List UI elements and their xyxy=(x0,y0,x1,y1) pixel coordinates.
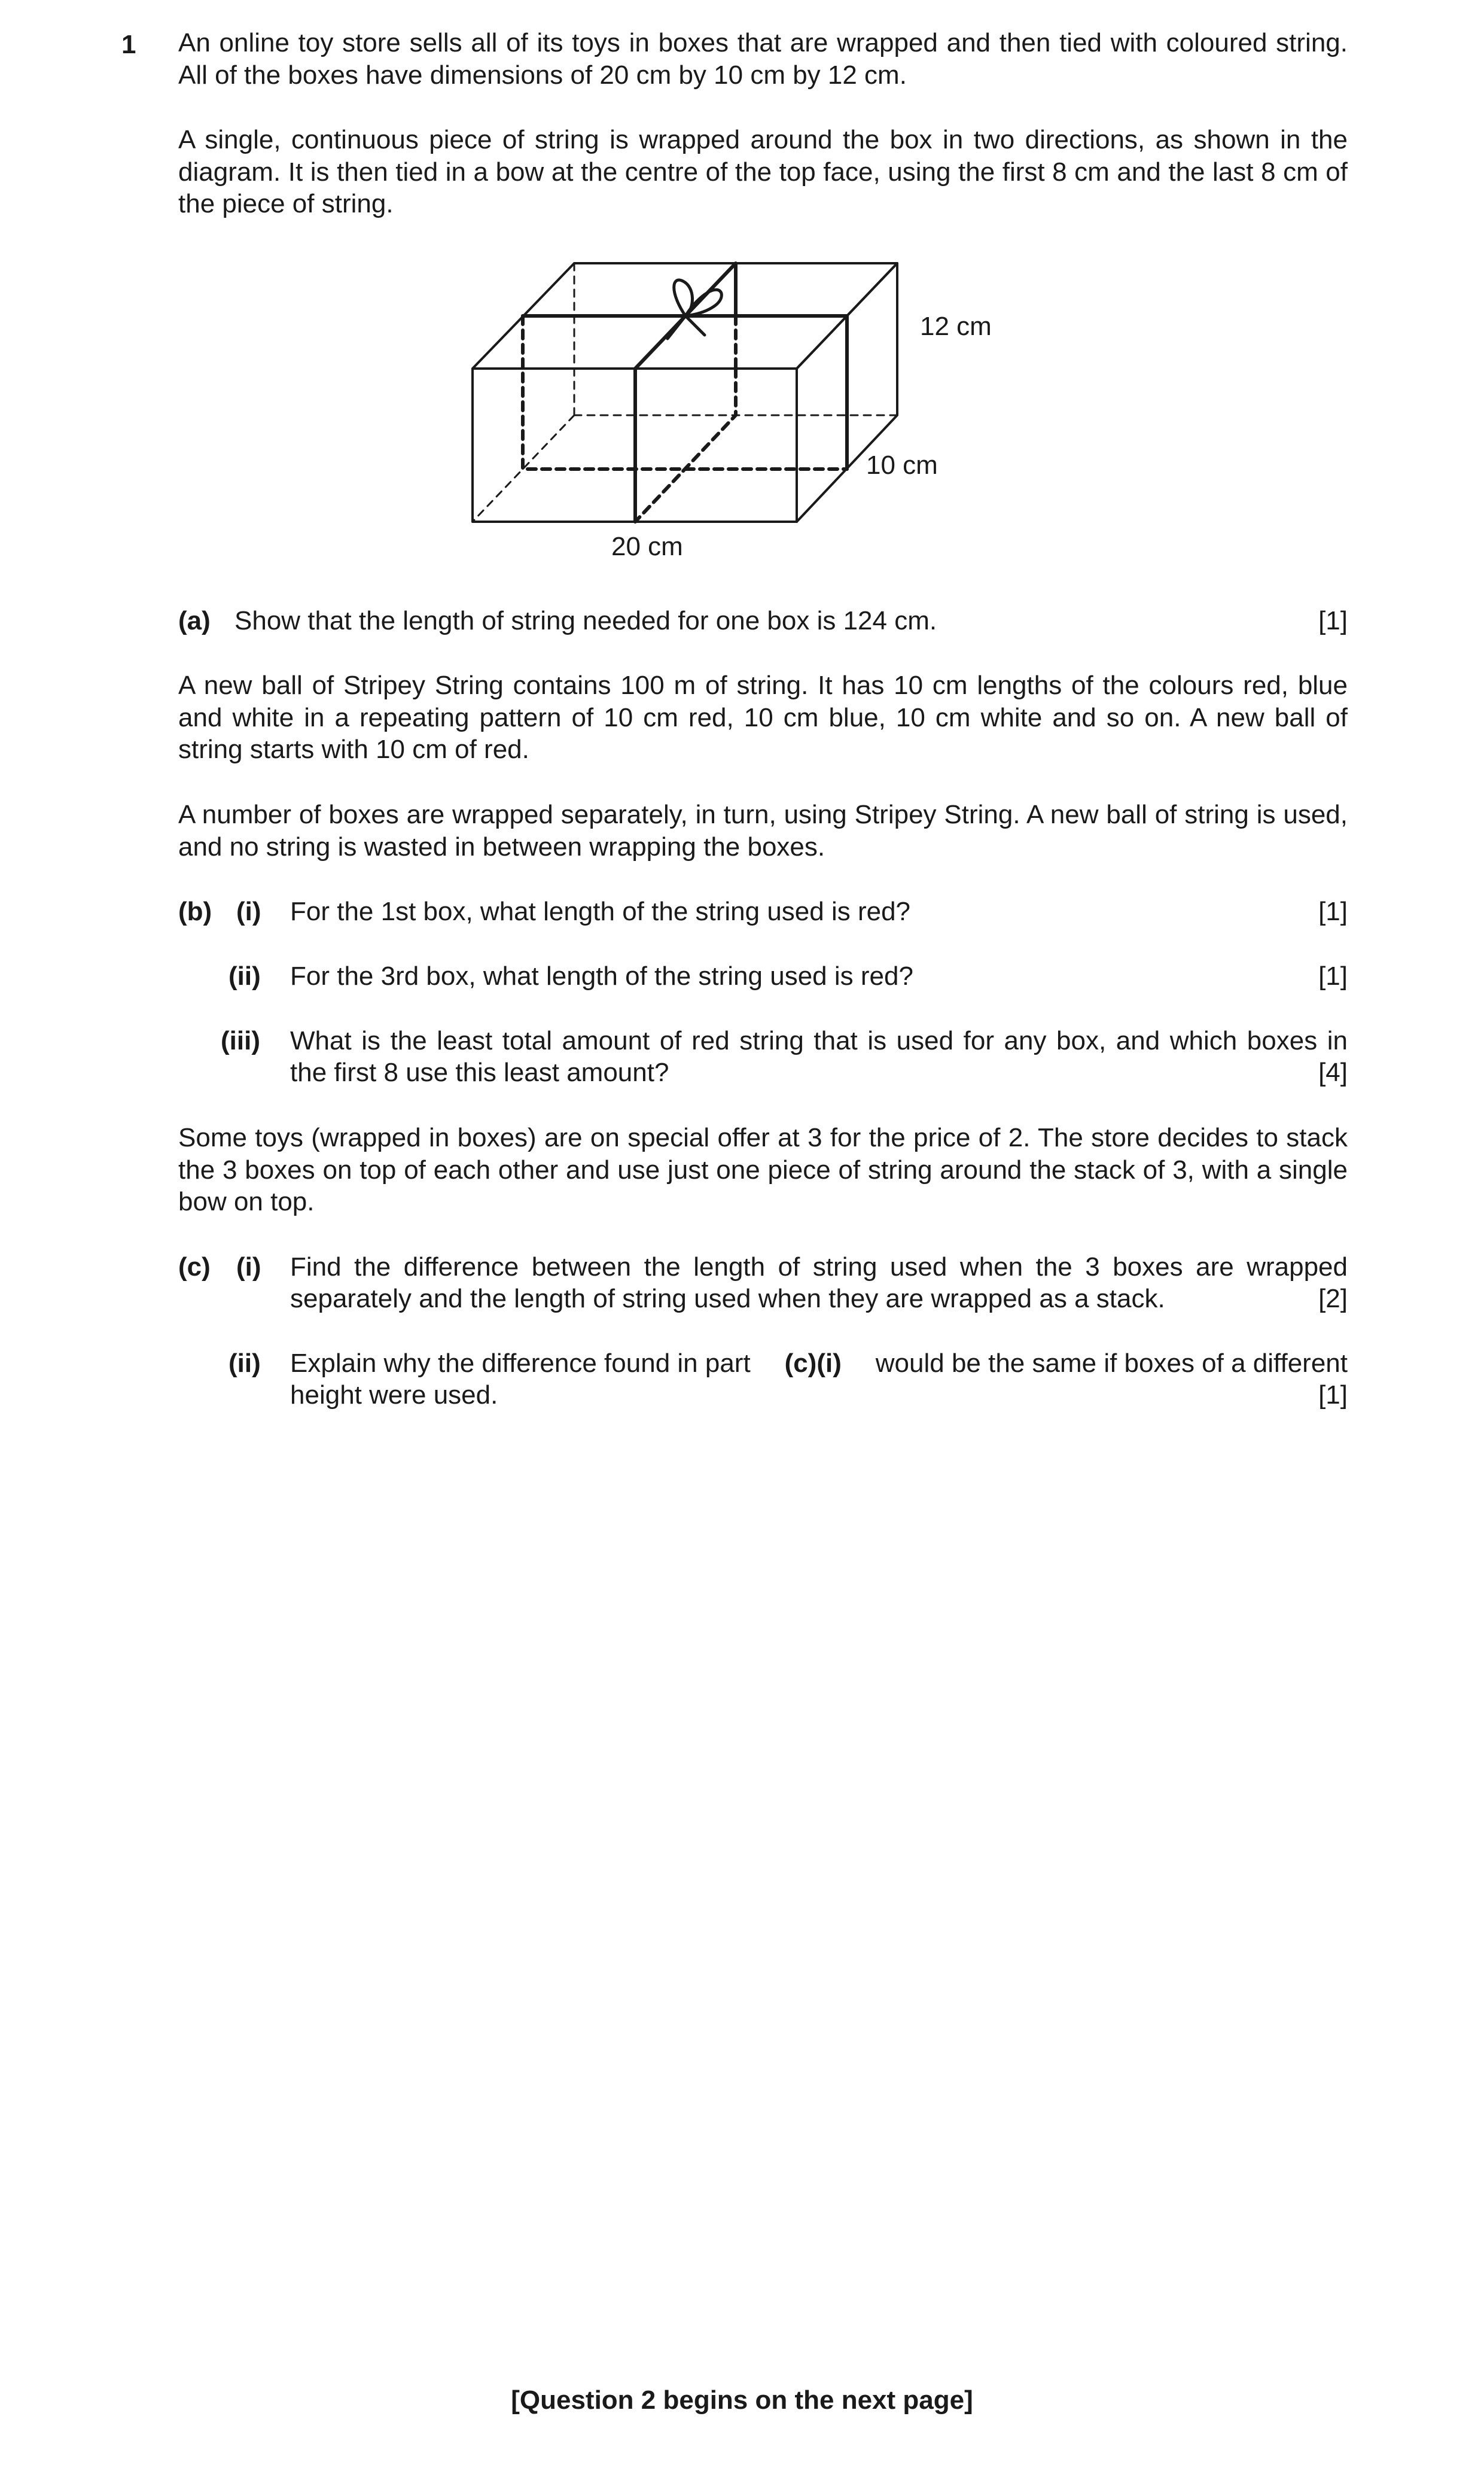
question-number: 1 xyxy=(121,30,136,59)
part-b-label: (b) xyxy=(178,897,212,926)
part-c-ii-text-a: Explain why the difference found in part xyxy=(290,1349,751,1378)
part-c-ii-label: (ii) xyxy=(228,1349,261,1378)
offer-description-paragraph: Some toys (wrapped in boxes) are on special offer at 3 for the price of 2. The store decides to stack the 3 boxes on top of each other and use just one piece of string around the stack of 3, with a single bow on top. xyxy=(178,1123,1348,1216)
string-crosswise-hidden-bottom xyxy=(635,369,736,522)
part-a-label: (a) xyxy=(178,606,211,635)
part-b-ii-label: (ii) xyxy=(228,961,261,991)
string-lengthwise-visible xyxy=(523,316,847,469)
part-b-iii-text-line1: What is the least total amount of red string that is used for any box, and which boxes in xyxy=(290,1026,1348,1055)
part-c-i-label: (i) xyxy=(236,1252,261,1282)
boxes-description-paragraph: A number of boxes are wrapped separately, in turn, using Stripey String. A new ball of string is used, and no string is wasted in between wrapping the boxes. xyxy=(178,800,1348,862)
bow-right-tail xyxy=(685,316,705,335)
height-label: 12 cm xyxy=(920,312,992,341)
part-c-ii-marks: [1] xyxy=(1318,1380,1348,1410)
ball-description-paragraph: A new ball of Stripey String contains 100 m of string. It has 10 cm lengths of the colours red, blue and white in a repeating pattern of 10 cm red, 10 cm blue, 10 cm white and so on. A new ball of string starts with 10 cm of red. xyxy=(178,671,1348,764)
page-footer: [Question 2 begins on the next page] xyxy=(511,2385,973,2415)
string-description-paragraph: A single, continuous piece of string is wrapped around the box in two directions, as shown in the diagram. It is then tied in a bow at the centre of the top face, using the first 8 cm and the last 8 cm of the piece of string. xyxy=(178,125,1348,218)
part-b-iii-label: (iii) xyxy=(221,1026,260,1055)
box-diagram xyxy=(461,251,999,562)
part-c-ii-text-b: would be the same if boxes of a different xyxy=(875,1349,1348,1378)
part-b-ii-marks: [1] xyxy=(1318,961,1348,991)
part-c-label: (c) xyxy=(178,1252,211,1282)
width-label: 20 cm xyxy=(611,532,683,561)
part-c-i-text-line2: separately and the length of string used when they are wrapped as a stack. xyxy=(290,1284,1165,1313)
part-b-i-label: (i) xyxy=(236,897,261,926)
part-b-ii-text: For the 3rd box, what length of the string used is red? xyxy=(290,961,913,991)
part-c-ii-text-line1 xyxy=(290,1347,1348,1380)
part-b-i-text: For the 1st box, what length of the string used is red? xyxy=(290,897,911,926)
part-c-i-marks: [2] xyxy=(1318,1284,1348,1313)
depth-label: 10 cm xyxy=(866,451,938,480)
part-c-ii-text-line2: height were used. xyxy=(290,1380,498,1410)
part-a-marks: [1] xyxy=(1318,606,1348,635)
part-b-iii-text-line2: the first 8 use this least amount? xyxy=(290,1058,669,1087)
part-b-iii-marks: [4] xyxy=(1318,1058,1348,1087)
part-a-text: Show that the length of string needed for one box is 124 cm. xyxy=(234,606,937,635)
string-lengthwise-hidden xyxy=(523,316,847,469)
part-c-i-text-line1: Find the difference between the length of string used when the 3 boxes are wrapped xyxy=(290,1252,1348,1282)
box-diagram-svg xyxy=(461,251,999,562)
bow-left-tail xyxy=(668,316,685,339)
intro-paragraph: An online toy store sells all of its toys in boxes that are wrapped and then tied with coloured string. All of the boxes have dimensions of 20 cm by 10 cm by 12 cm. xyxy=(178,28,1348,90)
part-b-i-marks: [1] xyxy=(1318,897,1348,926)
part-c-ii-ref: (c)(i) xyxy=(784,1349,842,1378)
